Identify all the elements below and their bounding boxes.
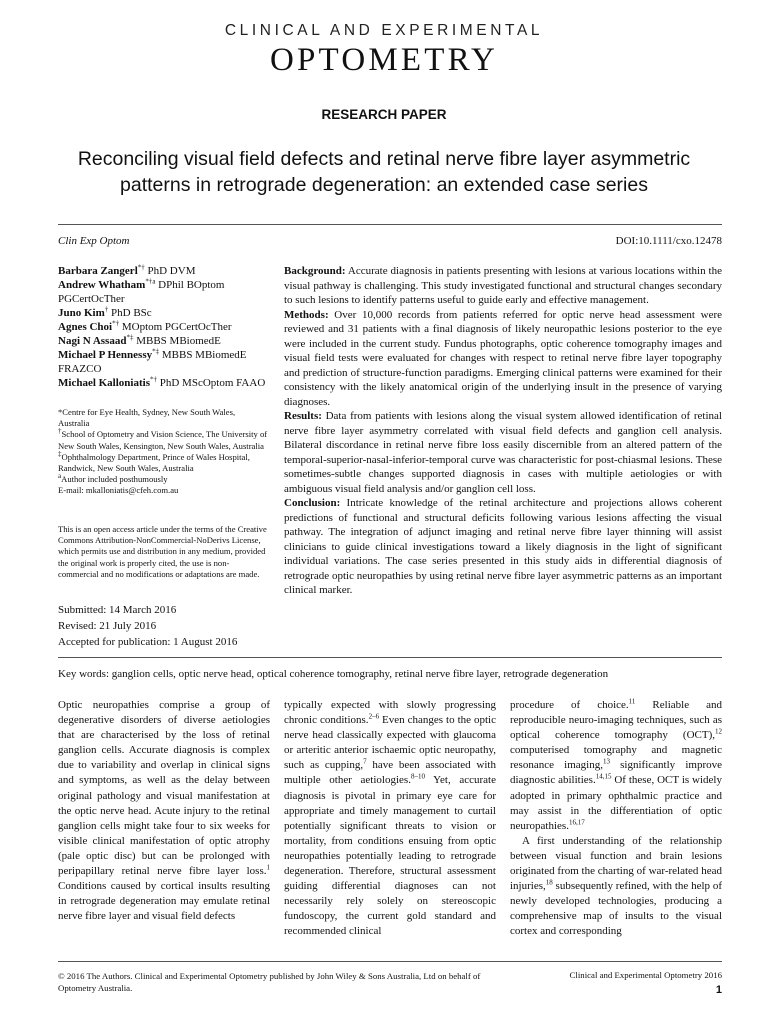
license-statement: This is an open access article under the terms of the Creative Commons Attribution-NonCommercial-NoDerivs License, which permits use and distribution in any medium, provided the original work is properly cited, the use is non-commercial and no modifications or adaptations are made. [58,524,267,579]
body-column-1: Optic neuropathies comprise a group of degenerative disorders of diverse aetiologies that are characterised by the loss of retinal ganglion cells. Accurate diagnosis is complex due to variability and overlap in clinical signs and symptoms, as well as the delay between original pathology and visual manifestation at the optic nerve head. Acute injury to the retinal ganglion cells might take four to six weeks for visible clinical manifestation of optic atrophy (pale optic disc) but can be prolonged with peripapillary retinal nerve fibre layer loss.$^1$ Conditions caused by cortical insults resulting in retrograde degeneration may emulate retinal nerve fibre layer and visual field defects [58,699,270,923]
author-list: Barbara Zangerl*† PhD DVM Andrew Whatham$^{*\dagger a}$ DPhil BOptom PGCertOcTher Juno Kim† PhD BSc Agnes Choi*† MOptom PGCertOcTher Nagi N Assaad*‡ MBBS MBiomedE Michael P Hennessy*‡ MBBS MBiomedE FRAZCO Michael Kalloniatis*† PhD MScOptom FAAO [58,263,266,389]
journal-name: OPTOMETRY [269,42,499,78]
header-divider [58,224,722,225]
page-number: 1 [715,984,722,996]
body-column-3: procedure of choice.$^{11}$ Reliable and reproducible neuro-imaging techniques, such as optical coherence tomography (OCT),$^{12}$ computerised tomography and magnetic resonance imaging,$^{13}$ significantly improve diagnostic abilities.$^{14,15}$ Of these, OCT is widely adopted in primary ophthalmic practice and may assist in the differentiation of optic neuropathies.$^{16,17}$ A first understanding of the relationship between visual function and brain lesions originated from the charting of war-related head injuries,$^{18}$ subsequently refined, with the help of newly developed technologies, producing a comprehensive map of insults to the visual cortex and corresponding [510,697,722,938]
keywords: Key words: ganglion cells, optic nerve head, optical coherence tomography, retinal nerve fibre layer, retrograde degeneration [58,668,609,680]
doi[interactable]: DOI:10.1111/cxo.12478 [615,235,722,247]
footer-journal-year: Clinical and Experimental Optometry 2016 [569,970,722,980]
article-type: RESEARCH PAPER [321,107,447,122]
submitted-date: Submitted: 14 March 2016 [58,604,177,616]
accepted-date: Accepted for publication: 1 August 2016 [58,636,238,648]
body-column-2: typically expected with slowly progressing chronic conditions.$^{2-6}$ Even changes to the optic nerve head classically expected with glaucoma or arteritic anterior ischaemic optic neuropathy, such as cupping,$^7$ have been associated with multiple other aetiologies.$^{8-10}$ Yet, accurate diagnosis is pivotal in primary eye care for appropriate and timely management to curtail potentially significant threats to vision or mortality, from conditions ensuing from optic neuropathies potentially leading to retrograde degeneration. Therefore, structural assessment guiding differential diagnoses can not necessarily rely solely on stereoscopic fundoscopy, the current gold standard and recommended clinical [284,699,496,938]
abstract: Background: Accurate diagnosis in patients presenting with lesions at various locations within the visual pathway is challenging. This study investigated functional and structural changes secondary to such lesions to identify patterns useful to guide early and effective management. Methods: Over 10,000 records from patients referred for optic nerve head assessment were reviewed and 31 patients with a final diagnosis of likely neuropathic lesions posterior to the eye were included in the current study. Fundus photographs, optic coherence tomography images and visual field tests were evaluated for changes with respect to retinal nerve fibre layer topography and prediction of structure-function paradigms. Emerging clinical patterns were examined for their consistency with the likely anatomical origin of the underlying insult in the presence of varying diagnoses. Results: Data from patients with lesions along the visual system allowed identification of retinal nerve fibre layer asymmetry correlated with visual field defects and ganglion cell analysis. Bilateral discordance in retinal nerve fibre loss easily discernible from an altered pattern of the temporal-superior-nasal-inferior-temporal curve was characteristic for post-chiasmal lesions. These sometimes-subtle changes supported diagnosis in cases with multiple aetiologies or with ambiguous visual field analysis and/or ganglion cell loss. Conclusion: Intricate knowledge of the retinal architecture and projections allows coherent predictions of functional and structural deficits following various lesions affecting the visual pathway. The integration of adjunct imaging and retinal nerve fibre layer thinning will assist clinicians to guide clinical investigations toward a likely diagnosis in the light of significant individual variations. The case series presented in this study aids in differential diagnosis of retrograde optic neuropathies by using retinal nerve fibre layer asymmetric patterns as an important clinical marker. [284,265,722,596]
citation: Clin Exp Optom [58,235,130,247]
dates-block [58,602,268,650]
revised-date: Revised: 21 July 2016 [58,620,157,632]
keywords-divider [58,657,722,658]
journal-top-line: CLINICAL AND EXPERIMENTAL [224,22,544,39]
affiliations: *Centre for Eye Health, Sydney, New South Wales, Australia †School of Optometry and Vision Science, The University of New South Wales, Kensington, New South Wales, Australia ‡Ophthalmology Department, Prince of Wales Hospital, Randwick, New South Wales, Australia $^a$Author included posthumously E-mail: mkalloniatis@cfeh.com.au [58,407,268,496]
footer-divider [58,961,722,962]
footer-copyright: © 2016 The Authors. Clinical and Experimental Optometry published by John Wiley & Sons Australia, Ltd on behalf of Optometry Australia. [58,971,481,993]
paper-title: Reconciling visual field defects and retinal nerve fibre layer asymmetric patterns in retrograde degeneration: an extended case series [77,148,691,196]
